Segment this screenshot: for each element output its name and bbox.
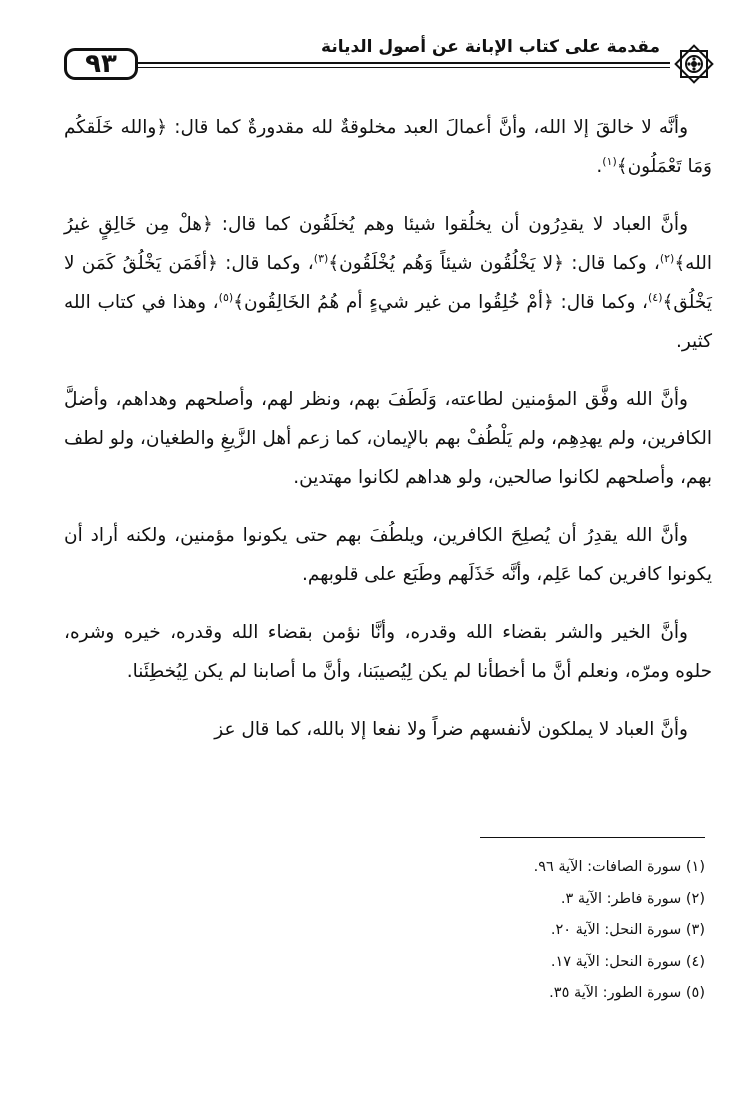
footnote-ref: (٤): [648, 290, 663, 304]
footnote: (٣) سورة النحل: الآية ٢٠.: [550, 922, 705, 938]
header-rule-thin: [138, 67, 670, 68]
text-run: وأنَّ الخير والشر بقضاء الله وقدره، وأنَّا نؤمن بقضاء الله وقدره، خيره وشره، حلوه ومرّه، ونعلم أنَّ ما أخطأنا لم يكن لِيُصيبَنا، وأنَّ ما أصابنا لم يكن لِيُخطِئَنا.: [64, 622, 712, 682]
text-run: وأنَّ العباد لا يقدِرُون أن يخلُقوا شيئا وهم يُخلَقُون كما قال:: [212, 214, 689, 235]
quran-verse: ﴿أمْ خُلِقُوا من غير شيءٍ أم هُمُ الخَالِقُون﴾: [233, 292, 554, 313]
header-rule-thick: [138, 62, 670, 64]
paragraph: [64, 205, 712, 361]
running-title: مقدمة على كتاب الإبانة عن أصول الديانة: [321, 37, 660, 57]
star-ornament-icon: [672, 42, 716, 86]
text-run: ، وكما قال:: [217, 253, 314, 274]
quran-verse: ﴿أفَمَن يَخْلُقُ كَمَن لا يَخْلُق﴾: [64, 253, 712, 313]
text-run: وأنَّ الله وفَّق المؤمنين لطاعته، وَلَطَفَ بهم، ونظر لهم، وأصلحهم وهداهم، وأضلَّ الكافرين، ولم يهدِهِم، ولم يَلْطُفْ بهم بالإيمان، كما زعم أهل الزَّيغِ والطغيان، ولو لطف بهم، وأصلحهم لكانوا صالحين، ولو هداهم لكانوا مهتدين.: [64, 389, 712, 488]
text-run: .: [596, 156, 603, 177]
text-run: ، وكما قال:: [553, 292, 648, 313]
footnote: (٢) سورة فاطر: الآية ٣.: [560, 890, 705, 907]
footnote-ref: (٣): [313, 251, 329, 265]
text-run: ، وهذا في كتاب الله كثير.: [64, 292, 712, 352]
paragraph: [64, 613, 712, 691]
footnote-ref: (٥): [218, 290, 234, 304]
footnote-separator: [480, 837, 705, 838]
main-text: [64, 108, 712, 749]
text-run: ، وكما قال:: [564, 253, 660, 274]
text-run: وأنَّه لا خالقَ إلا الله، وأنَّ أعمالَ العبد مخلوقةٌ لله مقدورةٌ كما قال:: [167, 117, 688, 138]
footnote: (٥) سورة الطور: الآية ٣٥.: [549, 985, 705, 1001]
quran-verse: ﴿والله خَلَقكُم وَمَا تَعْمَلُون﴾: [64, 117, 712, 177]
footnote-ref: (٢): [659, 251, 675, 265]
footnotes: [320, 852, 705, 1010]
paragraph: [64, 380, 712, 497]
quran-verse: ﴿لا يَخْلُقُون شيئاً وَهُم يُخْلَقُون﴾: [328, 253, 565, 274]
footnote-ref: (١): [602, 154, 617, 168]
text-run: وأنَّ العباد لا يملكون لأنفسهم ضراً ولا نفعا إلا بالله، كما قال عز: [214, 719, 688, 740]
paragraph: [64, 108, 712, 186]
quran-verse: ﴿هلْ مِن خَالِقٍ غيرُ الله﴾: [64, 214, 713, 274]
footnote: (٤) سورة النحل: الآية ١٧.: [550, 953, 705, 970]
page-header: [64, 30, 716, 86]
paragraph: [64, 710, 712, 749]
footnote: (١) سورة الصافات: الآية ٩٦.: [533, 859, 705, 875]
page-number: ٩٣: [64, 48, 138, 80]
paragraph: [64, 516, 712, 594]
text-run: وأنَّ الله يقدِرُ أن يُصلِحَ الكافرين، ويلطُفَ بهم حتى يكونوا مؤمنين، ولكنه أراد أن يكونوا كافرين كما عَلِم، وأنَّه خَذَلَهم وطَبَع على قلوبهم.: [64, 525, 712, 585]
